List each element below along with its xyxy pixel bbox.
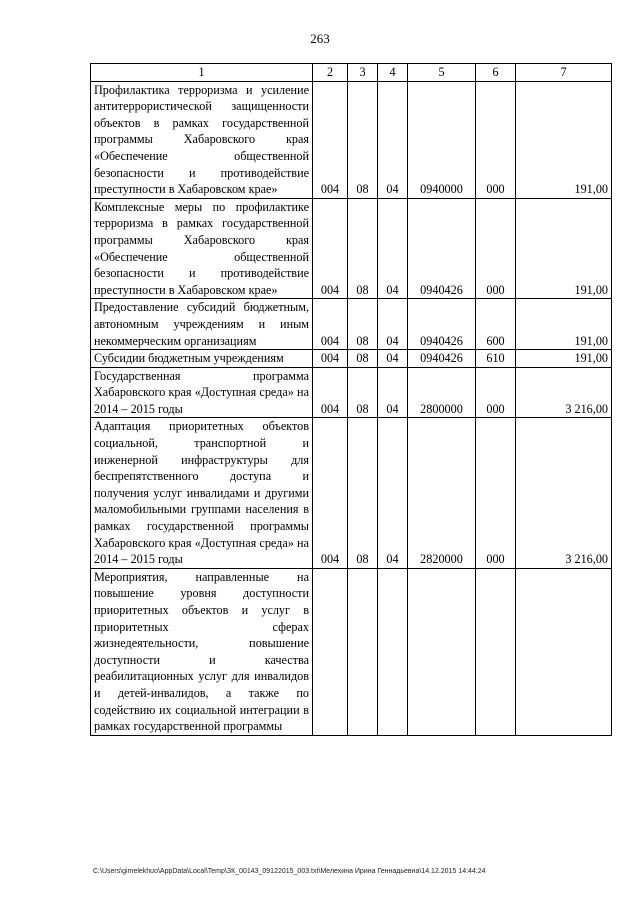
- header-col-6: 6: [476, 64, 516, 82]
- row-name: Субсидии бюджетным учреждениям: [91, 350, 313, 368]
- row-name: Профилактика терроризма и усиление антитеррористической защищенности объектов в рамках государственной программы Хабаровского края «Обеспечение общественной безопасности и противодействие преступности в Хабаровском крае»: [91, 81, 313, 198]
- subsection-code: 04: [378, 81, 408, 198]
- table-row: [91, 81, 612, 198]
- header-col-4: 4: [378, 64, 408, 82]
- row-name: Государственная программа Хабаровского края «Доступная среда» на 2014 – 2015 годы: [91, 367, 313, 418]
- expense-type-code: 610: [476, 350, 516, 368]
- row-name: Комплексные меры по профилактике терроризма в рамках государственной программы Хабаровского края «Обеспечение общественной безопасности и противодействие преступности в Хабаровском крае»: [91, 198, 313, 299]
- table-row: [91, 198, 612, 299]
- amount: [516, 568, 612, 735]
- amount: 191,00: [516, 299, 612, 350]
- row-name: Предоставление субсидий бюджетным, автономным учреждениям и иным некоммерческим организациям: [91, 299, 313, 350]
- subsection-code: 04: [378, 350, 408, 368]
- ministry-code: 004: [313, 198, 348, 299]
- amount: 191,00: [516, 198, 612, 299]
- target-article-code: 0940426: [408, 299, 476, 350]
- ministry-code: [313, 568, 348, 735]
- table-row: [91, 350, 612, 368]
- expense-type-code: 000: [476, 367, 516, 418]
- target-article-code: 2820000: [408, 418, 476, 568]
- subsection-code: 04: [378, 198, 408, 299]
- header-col-3: 3: [348, 64, 378, 82]
- header-col-1: 1: [91, 64, 313, 82]
- page-number: 263: [310, 31, 330, 46]
- table-row: [91, 418, 612, 568]
- target-article-code: [408, 568, 476, 735]
- section-code: 08: [348, 81, 378, 198]
- footer-file-path: C:\Users\gimelekhuo\AppData\Local\Temp\ЗК_00143_09122015_003.txt\Мелехина Ирина Геннадьевна\14.12.2015 14:44:24: [93, 868, 486, 875]
- amount: 191,00: [516, 350, 612, 368]
- section-code: 08: [348, 299, 378, 350]
- ministry-code: 004: [313, 367, 348, 418]
- table-row: [91, 568, 612, 735]
- section-code: 08: [348, 198, 378, 299]
- ministry-code: 004: [313, 81, 348, 198]
- subsection-code: [378, 568, 408, 735]
- header-col-5: 5: [408, 64, 476, 82]
- target-article-code: 0940426: [408, 198, 476, 299]
- expense-type-code: 600: [476, 299, 516, 350]
- amount: 3 216,00: [516, 418, 612, 568]
- header-row: [91, 64, 612, 82]
- table-row: [91, 299, 612, 350]
- subsection-code: 04: [378, 299, 408, 350]
- ministry-code: 004: [313, 299, 348, 350]
- header-col-2: 2: [313, 64, 348, 82]
- ministry-code: 004: [313, 418, 348, 568]
- expense-type-code: 000: [476, 418, 516, 568]
- section-code: 08: [348, 418, 378, 568]
- table-row: [91, 367, 612, 418]
- budget-table: [90, 63, 612, 736]
- header-col-7: 7: [516, 64, 612, 82]
- target-article-code: 2800000: [408, 367, 476, 418]
- subsection-code: 04: [378, 418, 408, 568]
- expense-type-code: 000: [476, 81, 516, 198]
- expense-type-code: [476, 568, 516, 735]
- expense-type-code: 000: [476, 198, 516, 299]
- ministry-code: 004: [313, 350, 348, 368]
- section-code: [348, 568, 378, 735]
- amount: 191,00: [516, 81, 612, 198]
- section-code: 08: [348, 367, 378, 418]
- target-article-code: 0940000: [408, 81, 476, 198]
- subsection-code: 04: [378, 367, 408, 418]
- row-name: Адаптация приоритетных объектов социальной, транспортной и инженерной инфраструктуры для беспрепятственного доступа и получения услуг инвалидами и другими маломобильными группами населения в рамках государственной программы Хабаровского края «Доступная среда» на 2014 – 2015 годы: [91, 418, 313, 568]
- row-name: Мероприятия, направленные на повышение уровня доступности приоритетных объектов и услуг в приоритетных сферах жизнедеятельности, повышение доступности и качества реабилитационных услуг для инвалидов и детей-инвалидов, а также по содействию их социальной интеграции в рамках государственной программы: [91, 568, 313, 735]
- section-code: 08: [348, 350, 378, 368]
- target-article-code: 0940426: [408, 350, 476, 368]
- amount: 3 216,00: [516, 367, 612, 418]
